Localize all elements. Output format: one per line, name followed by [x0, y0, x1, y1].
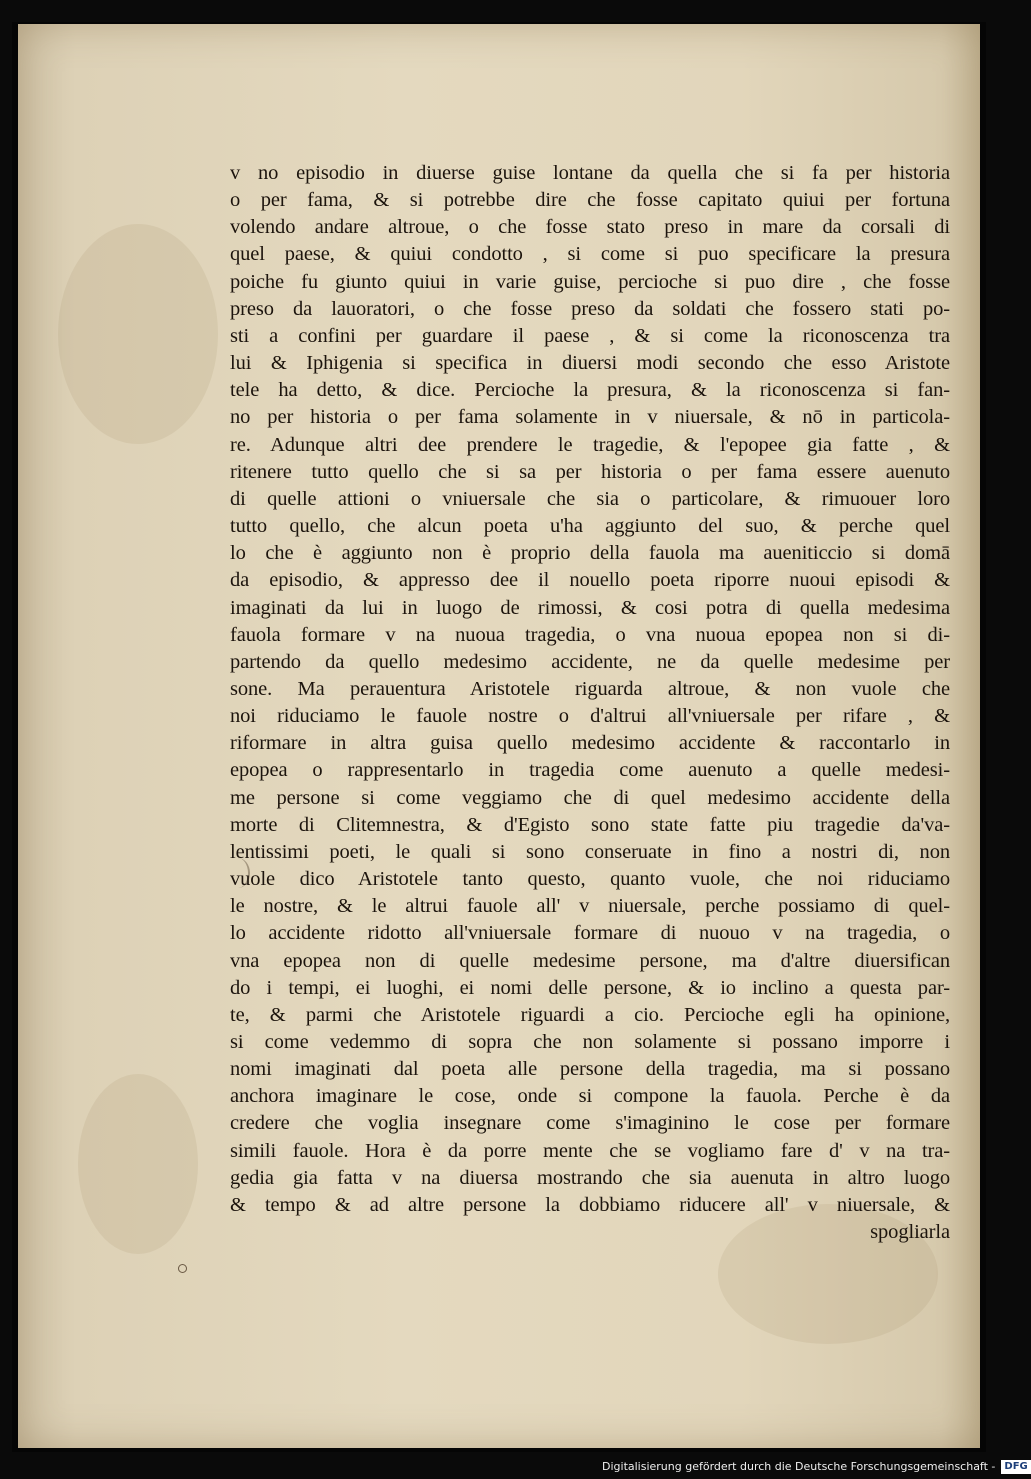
text-line: si come vedemmo di sopra che non solamente si possano imporre i — [230, 1031, 950, 1053]
text-line: morte di Clitemnestra, & d'Egisto sono state fatte piu tragedie da'va- — [230, 813, 950, 836]
credit-text: Digitalisierung gefördert durch die Deutsche Forschungsgemeinschaft - — [602, 1460, 996, 1473]
text-line: v no episodio in diuerse guise lontane da quella che si fa per historia — [230, 162, 950, 184]
paper-stain — [78, 1074, 198, 1254]
dfg-logo: DFG — [1001, 1460, 1030, 1474]
text-line: quel paese, & quiui condotto , si come si puo specificare la presura — [230, 243, 950, 266]
text-line: no per historia o per fama solamente in v niuersale, & nō in particola- — [230, 406, 950, 429]
text-line: tutto quello, che alcun poeta u'ha aggiunto del suo, & perche quel — [230, 515, 950, 538]
text-line: anchora imaginare le cose, onde si compone la fauola. Perche è da — [230, 1085, 950, 1108]
text-line: lentissimi poeti, le quali si sono conseruate in fino a nostri di, non — [230, 840, 950, 863]
text-line: credere che voglia insegnare come s'imaginino le cose per formare — [230, 1112, 950, 1135]
text-line: epopea o rappresentarlo in tragedia come auenuto a quelle medesi- — [230, 759, 950, 782]
text-line: da episodio, & appresso dee il nouello poeta riporre nuoui episodi & — [230, 569, 950, 592]
body-text — [230, 160, 950, 1246]
digitization-credit — [602, 1458, 1028, 1476]
text-line: noi riduciamo le fauole nostre o d'altrui all'vniuersale per rifare , & — [230, 705, 950, 728]
text-line: sone. Ma perauentura Aristotele riguarda altroue, & non vuole che — [230, 677, 950, 700]
margin-dot — [178, 1264, 187, 1273]
text-line: le nostre, & le altrui fauole all' v niuersale, perche possiamo di quel- — [230, 895, 950, 918]
text-line: volendo andare altroue, o che fosse stato preso in mare da corsali di — [230, 216, 950, 239]
text-line: poiche fu giunto quiui in varie guise, percioche si puo dire , che fosse — [230, 270, 950, 293]
text-line: sti a confini per guardare il paese , & si come la riconoscenza tra — [230, 324, 950, 347]
text-line: vuole dico Aristotele tanto questo, quanto vuole, che noi riduciamo — [230, 868, 950, 891]
text-line: do i tempi, ei luoghi, ei nomi delle persone, & io inclino a questa par- — [230, 976, 950, 999]
text-line: partendo da quello medesimo accidente, ne da quelle medesime per — [230, 650, 950, 673]
text-line: riformare in altra guisa quello medesimo accidente & raccontarlo in — [230, 732, 950, 755]
text-line: te, & parmi che Aristotele riguardi a cio. Percioche egli ha opinione, — [230, 1003, 950, 1026]
paper-stain — [58, 224, 218, 444]
text-line: di quelle attioni o vniuersale che sia o particolare, & rimuouer loro — [230, 487, 950, 510]
text-line: me persone si come veggiamo che di quel medesimo accidente della — [230, 786, 950, 809]
catchword: spogliarla — [870, 1221, 950, 1244]
text-line: tele ha detto, & dice. Percioche la presura, & la riconoscenza si fan- — [230, 379, 950, 402]
text-line: lo accidente ridotto all'vniuersale formare di nuouo v na tragedia, o — [230, 922, 950, 945]
text-line: preso da lauoratori, o che fosse preso da soldati che fossero stati po- — [230, 297, 950, 320]
text-line: ritenere tutto quello che si sa per historia o per fama essere auenuto — [230, 460, 950, 483]
text-line: nomi imaginati dal poeta alle persone della tragedia, ma si possano — [230, 1058, 950, 1081]
text-line: simili fauole. Hora è da porre mente che se vogliamo fare d' v na tra- — [230, 1139, 950, 1162]
text-line: re. Adunque altri dee prendere le tragedie, & l'epopee gia fatte , & — [230, 433, 950, 456]
text-line: gedia gia fatta v na diuersa mostrando che sia auenuta in altro luogo — [230, 1166, 950, 1189]
text-line: imaginati da lui in luogo de rimossi, & cosi potra di quella medesima — [230, 596, 950, 619]
text-line: vna epopea non di quelle medesime persone, ma d'altre diuersifican — [230, 949, 950, 972]
text-line: lui & Iphigenia si specifica in diuersi modi secondo che esso Aristote — [230, 352, 950, 375]
text-line: fauola formare v na nuoua tragedia, o vna nuoua epopea non si di- — [230, 623, 950, 646]
text-line: & tempo & ad altre persone la dobbiamo riducere all' v niuersale, & — [230, 1193, 950, 1216]
text-line: o per fama, & si potrebbe dire che fosse capitato quiui per fortuna — [230, 189, 950, 212]
text-line: lo che è aggiunto non è proprio della fauola ma aueniticcio si domā — [230, 542, 950, 565]
